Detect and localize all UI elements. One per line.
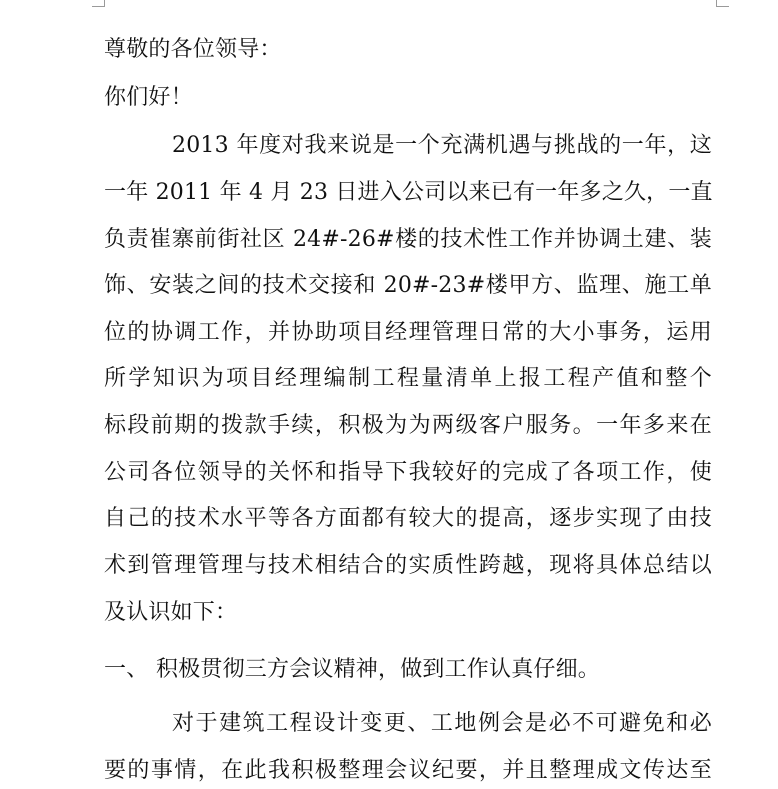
paragraph-line: 标段前期的拨款手续，积极为为两级客户服务。一年多来在	[104, 413, 712, 438]
paragraph-line: 要的事情，在此我积极整理会议纪要，并且整理成文传达至	[104, 758, 712, 783]
paragraph-line: 2013 年度对我来说是一个充满机遇与挑战的一年，这	[172, 133, 712, 158]
section-title: 积极贯彻三方会议精神，做到工作认真仔细。	[156, 657, 601, 682]
salutation-line: 你们好！	[104, 85, 193, 110]
paragraph-line: 负责崔寨前街社区 24#-26#楼的技术性工作并协调土建、装	[104, 227, 712, 252]
paragraph-line: 位的协调工作，并协助项目经理管理日常的大小事务，运用	[104, 320, 712, 345]
paragraph-line: 所学知识为项目经理编制工程量清单上报工程产值和整个	[104, 366, 712, 391]
page-corner-mark-left	[92, 0, 105, 7]
paragraph-line: 对于建筑工程设计变更、工地例会是必不可避免和必	[172, 711, 712, 736]
paragraph-line: 术到管理管理与技术相结合的实质性跨越，现将具体总结以	[104, 553, 712, 578]
paragraph-line: 饰、安装之间的技术交接和 20#-23#楼甲方、监理、施工单	[104, 273, 712, 298]
section-number: 一、	[104, 657, 149, 682]
greeting-line: 尊敬的各位领导：	[104, 37, 282, 62]
paragraph-line: 公司各位领导的关怀和指导下我较好的完成了各项工作，使	[104, 460, 712, 485]
paragraph-line: 自己的技术水平等各方面都有较大的提高，逐步实现了由技	[104, 506, 712, 531]
page-corner-mark-right	[716, 0, 729, 7]
paragraph-line: 及认识如下：	[104, 600, 238, 625]
section-heading	[104, 657, 600, 683]
paragraph-line: 一年 2011 年 4 月 23 日进入公司以来已有一年多之久，一直	[104, 180, 713, 205]
